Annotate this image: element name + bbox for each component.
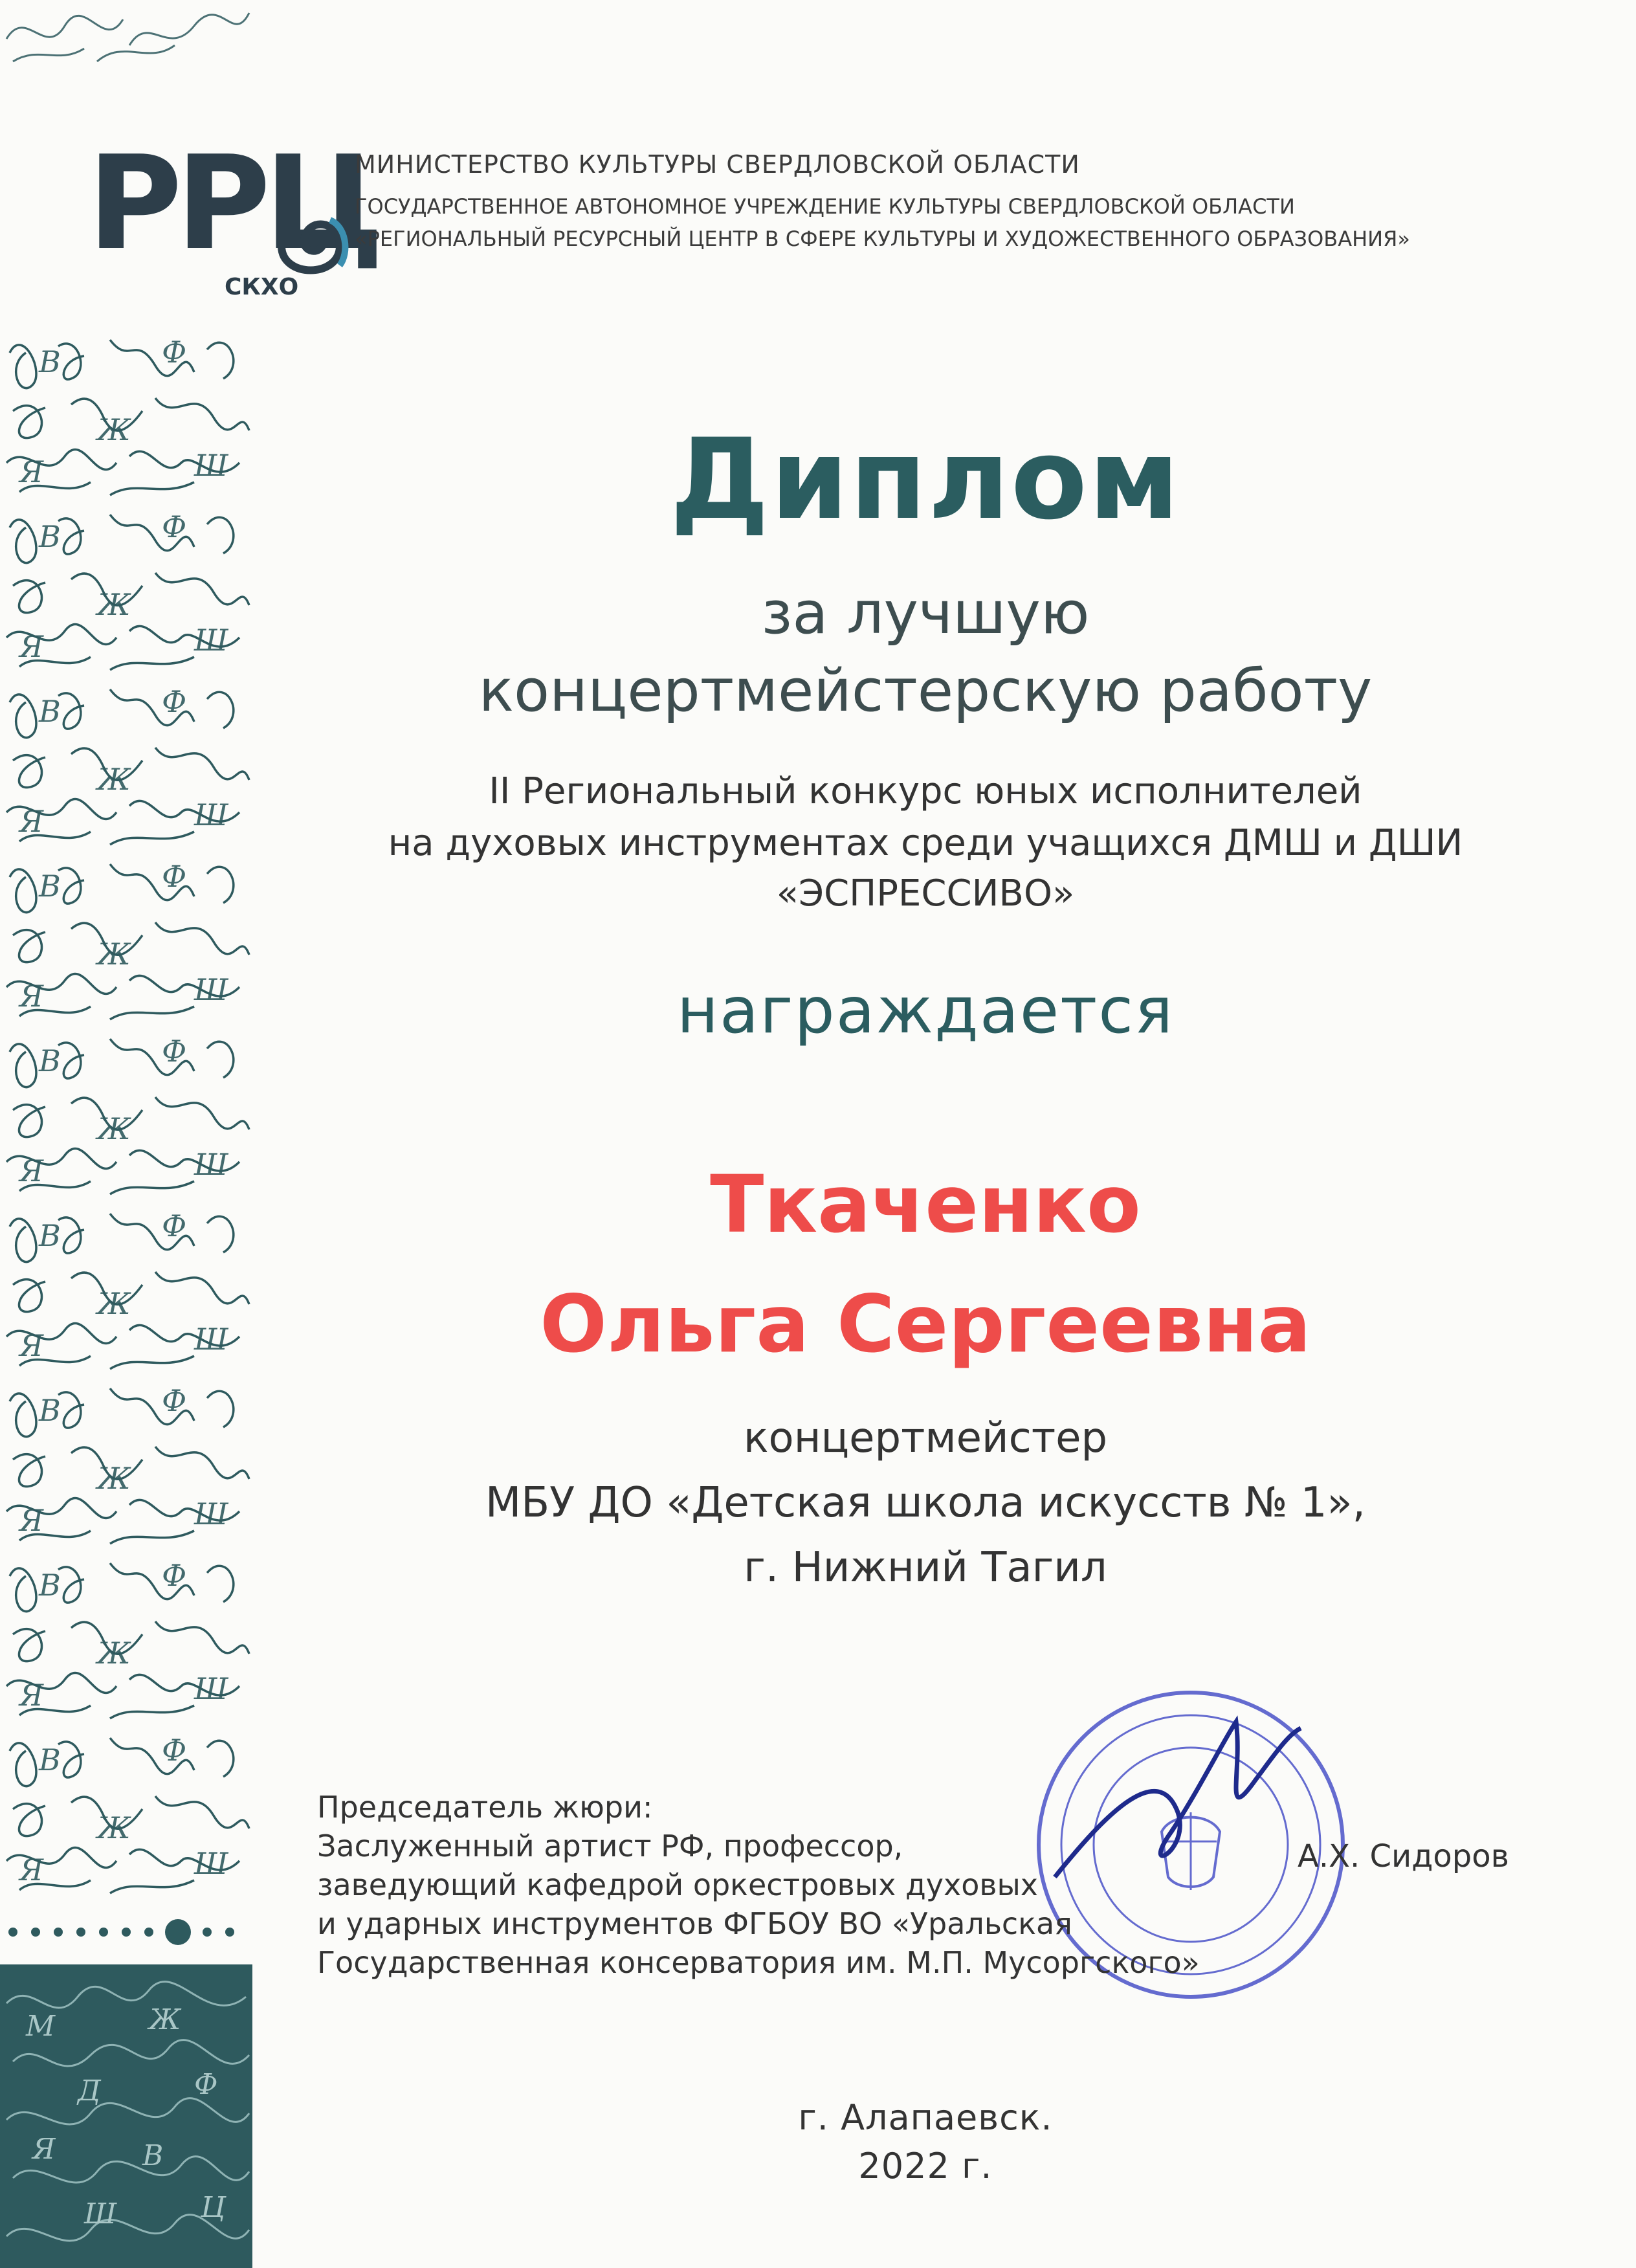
ministry-name: МИНИСТЕРСТВО КУЛЬТУРЫ СВЕРДЛОВСКОЙ ОБЛАСТИ — [355, 150, 1080, 179]
jury-credentials-1: Заслуженный артист РФ, профессор, — [317, 1829, 903, 1863]
recipient-city: г. Нижний Тагил — [744, 1544, 1107, 1592]
logo-subtext: СКХО — [225, 274, 299, 300]
svg-text:Ж: Ж — [149, 2003, 181, 2036]
svg-text:М: М — [26, 2010, 56, 2043]
svg-text:Ш: Ш — [84, 2197, 117, 2230]
logo-text: РРЦ — [87, 128, 378, 279]
signatory-name: А.Х. Сидоров — [1298, 1838, 1509, 1874]
decorative-strip — [0, 0, 252, 2268]
footer-city: г. Алапаевск. — [798, 2097, 1053, 2138]
svg-text:Д: Д — [78, 2074, 101, 2107]
awarded-text: награждается — [676, 974, 1175, 1048]
svg-text:Ц: Ц — [201, 2191, 226, 2224]
logo-swirl-icon — [269, 201, 353, 285]
recipient-surname: Ткаченко — [710, 1159, 1141, 1251]
diploma-subtitle-1: за лучшую — [761, 579, 1090, 647]
footer-year: 2022 г. — [858, 2146, 993, 2186]
signature-stroke — [1055, 1722, 1301, 1877]
organization-logo — [87, 128, 378, 307]
svg-text:Я: Я — [32, 2133, 56, 2166]
calligraphy-pattern-top — [0, 0, 252, 68]
jury-credentials-3: и ударных инструментов ФГБОУ ВО «Уральская — [317, 1906, 1072, 1941]
dot-row — [0, 1913, 252, 1951]
institution-line-2: «РЕГИОНАЛЬНЫЙ РЕСУРСНЫЙ ЦЕНТР В СФЕРЕ КУЛЬТУРЫ И ХУДОЖЕСТВЕННОГО ОБРАЗОВАНИЯ» — [355, 227, 1410, 251]
competition-line-3: «ЭСПРЕССИВО» — [776, 873, 1075, 915]
calligraphy-pattern — [0, 327, 252, 1900]
competition-line-2: на духовых инструментах среди учащихся ДМШ и ДШИ — [388, 822, 1463, 864]
calligraphy-pattern-dark — [0, 1964, 252, 2268]
svg-text:В: В — [142, 2139, 164, 2172]
recipient-school: МБУ ДО «Детская школа искусств № 1», — [485, 1479, 1365, 1527]
jury-credentials-4: Государственная консерватория им. М.П. Мусоргского» — [317, 1945, 1200, 1980]
jury-credentials-2: заведующий кафедрой оркестровых духовых — [317, 1867, 1038, 1902]
diploma-subtitle-2: концертмейстерскую работу — [478, 657, 1373, 725]
institution-line-1: ГОСУДАРСТВЕННОЕ АВТОНОМНОЕ УЧРЕЖДЕНИЕ КУЛЬТУРЫ СВЕРДЛОВСКОЙ ОБЛАСТИ — [355, 194, 1295, 219]
competition-line-1: II Региональный конкурс юных исполнителей — [489, 770, 1362, 812]
recipient-position: концертмейстер — [743, 1414, 1108, 1462]
jury-title: Председатель жюри: — [317, 1790, 653, 1825]
svg-text:Ф: Ф — [194, 2068, 218, 2101]
diploma-title: Диплом — [670, 414, 1181, 544]
recipient-given-names: Ольга Сергеевна — [540, 1278, 1311, 1370]
